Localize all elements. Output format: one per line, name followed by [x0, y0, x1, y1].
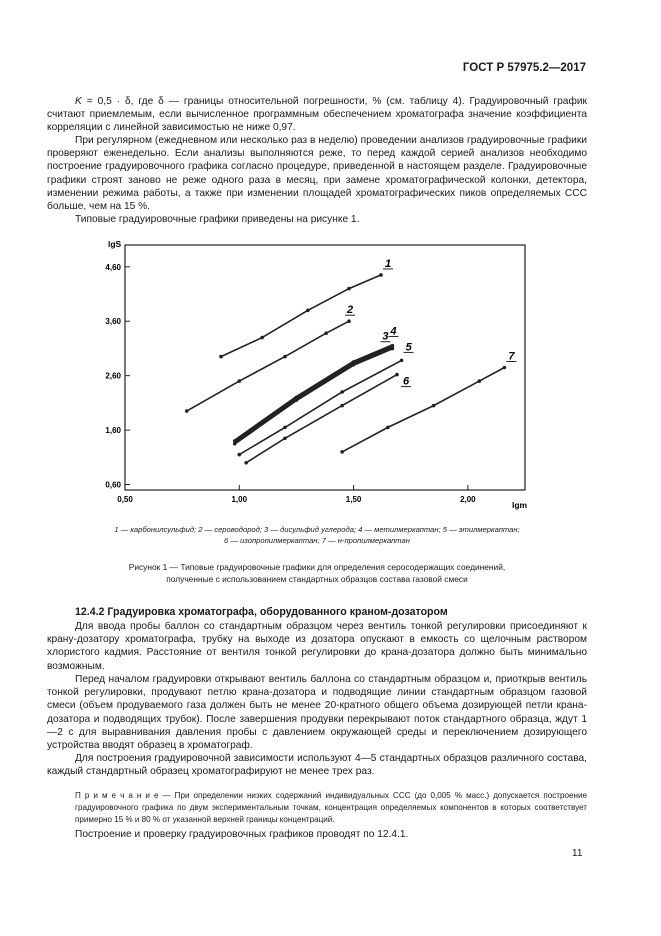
calibration-chart: [70, 235, 550, 515]
data-point: [352, 363, 356, 367]
data-point: [306, 309, 310, 313]
paragraph-regular-text: При регулярном (ежедневном или несколько раз в неделю) проведении анализов градуировочные графики проверяют еженедельно. Если анализы выполняются реже, то перед каждой серией анализов необходимо построение градуировочного графика согласно процедуре, приведенной в настоящем разделе. Градуировочные графики строят заново не реже одного раза в месяц, при замене хроматографической колонки, детектора, изменении режима работы, а также при изменении площадей хроматографических пиков определяемых ССС больше, чем на 15 %.: [47, 135, 587, 213]
series-label: 3: [382, 330, 389, 343]
data-point: [283, 436, 287, 440]
data-point: [379, 273, 383, 277]
paragraph-construct: [47, 752, 587, 778]
data-point: [295, 398, 299, 402]
data-point: [340, 450, 344, 454]
series-line: [239, 360, 401, 454]
data-point: [340, 404, 344, 408]
paragraph-before-text: Перед началом градуировки открывают вентиль баллона со стандартным образцом и, приоткрыв вентиль тонкой регулировки, продувают петлю крана-дозатора и подводящие линии стандартным образцом газовой смеси (объем продуваемого газа должен быть не менее 20-кратного общего объема дозирующей петли крана-дозатора и подводящих трубок). После завершения продувки перекрывают поток стандартного образца, ждут 1—2 с для выравнивания давления пробы с давлением окружающей среды и переключением дозирующего устройства вводят образец в хроматограф.: [47, 674, 587, 752]
series-label: 1: [385, 257, 392, 270]
data-point: [400, 359, 404, 363]
figure-caption-line-1: Рисунок 1 — Типовые градуировочные графики для определения серосодержащих соединений,: [128, 562, 506, 572]
series-2: [185, 304, 355, 413]
paragraph-k-text: = 0,5 · δ, где δ — границы относительной погрешности, % (см. таблицу 4). Градуировочный график считают приемлемым, если вычисленное программным обеспечением хроматографа значение коэффициента корреляции с линейной зависимостью не ниже 0,97.: [47, 96, 587, 134]
series-5: [237, 341, 413, 456]
note-label: П р и м е ч а н и е: [75, 791, 159, 800]
x-tick-label: 2,00: [460, 495, 476, 504]
x-tick-label: 1,50: [345, 495, 362, 504]
figure-caption: [47, 561, 587, 585]
data-point: [283, 355, 287, 359]
data-point: [347, 287, 351, 291]
figure-legend: [47, 524, 587, 546]
paragraph-k: [47, 95, 587, 135]
series-label: 6: [403, 375, 410, 388]
data-point: [324, 331, 328, 335]
series-label: 5: [405, 341, 412, 354]
paragraph-construct-text: Для построения градуировочной зависимости используют 4—5 стандартных образцов различного состава, каждый стандартный образец хроматографируют не менее трех раз.: [47, 753, 587, 778]
x-tick-label: 1,00: [231, 495, 248, 504]
y-axis-label: lgS: [108, 239, 122, 249]
y-tick-label: 0,60: [105, 480, 121, 490]
paragraph-final-text: Построение и проверку градуировочных графиков проводят по 12.4.1.: [75, 829, 409, 840]
data-point: [386, 426, 390, 430]
note: [75, 790, 587, 826]
series-1: [219, 258, 393, 358]
y-tick-label: 2,60: [105, 371, 121, 381]
series-3: [233, 331, 394, 443]
note-text: — При определении низких содержаний индивидуальных ССС (до 0,005 % масс.) допускается построение градуировочного графика по двум экспериментальным точкам, концентрация определяемых компонентов в которых соответствует примерно 15 % и 80 % от указанной верхней границы концентраций.: [75, 791, 587, 824]
x-axis-label: lgm: [512, 500, 528, 510]
data-point: [347, 319, 351, 323]
plot-frame: [125, 245, 525, 490]
k-variable: K: [75, 96, 82, 107]
data-point: [503, 366, 507, 370]
data-point: [340, 390, 344, 394]
paragraph-before: [47, 673, 587, 752]
series-7: [340, 351, 516, 454]
paragraph-input: [47, 620, 587, 673]
y-tick-label: 3,60: [105, 317, 121, 327]
data-point: [237, 453, 241, 457]
data-point: [237, 379, 241, 383]
paragraph-regular: [47, 134, 587, 213]
paragraph-typical-text: Типовые градуировочные графики приведены на рисунке 1.: [75, 214, 360, 225]
data-point: [432, 404, 436, 408]
data-point: [477, 379, 481, 383]
y-tick-label: 1,60: [105, 426, 121, 436]
data-point: [395, 373, 399, 377]
series-label: 2: [347, 304, 354, 317]
data-point: [391, 347, 395, 351]
series-line: [221, 275, 381, 357]
document-header: ГОСТ Р 57975.2—2017: [462, 62, 586, 74]
figure-legend-line-1: 1 — карбонилсульфид; 2 — сероводород; 3 — дисульфид углерода; 4 — метилмеркаптан; 5 — этилмеркаптан;: [114, 525, 520, 534]
paragraph-input-text: Для ввода пробы баллон со стандартным образцом через вентиль тонкой регулировки присоединяют к крану-дозатору хроматографа, трубку на выходе из дозатора опускают в емкость со щелочным раствором хлористого кадмия. Расстояние от вентиля тонкой регулировки до крана-дозатора должно быть минимально возможным.: [47, 621, 587, 672]
figure-caption-line-2: полученные с использованием стандартных образцов состава газовой смеси: [166, 574, 468, 584]
figure-legend-line-2: 6 — изопропилмеркаптан; 7 — н-пропилмеркаптан: [224, 536, 410, 545]
paragraph-final: [47, 828, 587, 841]
section-title: 12.4.2 Градуировка хроматографа, оборудованного краном-дозатором: [75, 606, 448, 618]
y-tick-label: 4,60: [105, 262, 121, 272]
series-label: 7: [508, 350, 515, 363]
data-point: [185, 409, 189, 413]
series-label: 4: [390, 325, 397, 338]
x-tick-label: 0,50: [117, 495, 133, 504]
series-line: [235, 348, 393, 443]
data-point: [219, 355, 223, 359]
page-number: 11: [572, 848, 583, 859]
data-point: [244, 461, 248, 465]
data-point: [233, 442, 237, 446]
data-point: [260, 336, 264, 340]
paragraph-typical: [47, 213, 587, 226]
data-point: [283, 426, 287, 430]
